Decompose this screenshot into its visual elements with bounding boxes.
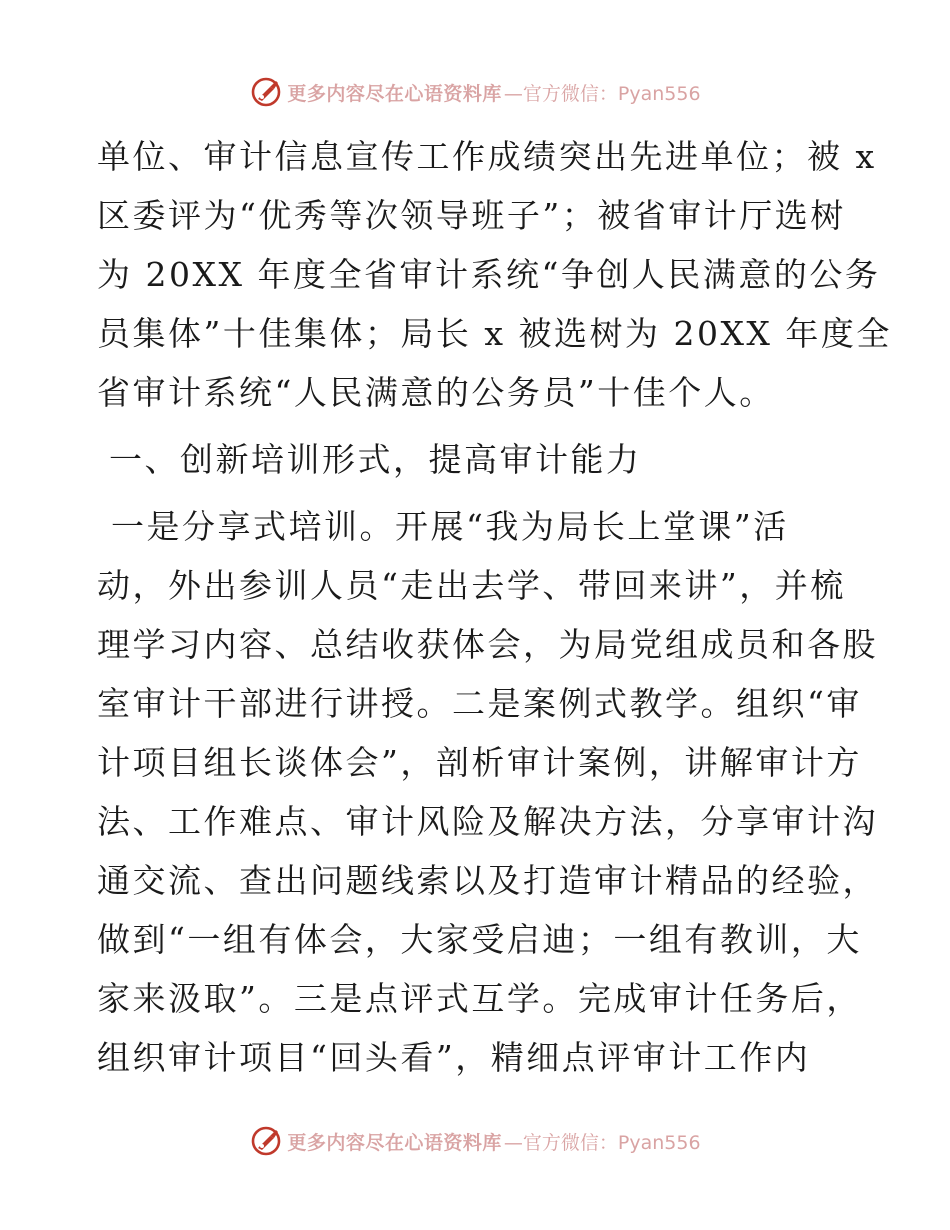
banner-contact: —官方微信：Pyan556 [503,1131,701,1154]
paragraph-line: 室审计干部进行讲授。二是案例式教学。组织“审 [97,684,862,723]
paragraph-line: 为 20XX 年度全省审计系统“争创人民满意的公务 [97,255,881,294]
banner-slogan: 更多内容尽在心语资料库 [287,82,502,105]
section-heading: 一、创新培训形式，提高审计能力 [109,440,642,479]
paragraph-line: 理学习内容、总结收获体会，为局党组成员和各股 [97,625,878,664]
pen-logo-icon [249,75,283,109]
paragraph-line: 一是分享式培训。开展“我为局长上堂课”活 [111,507,789,546]
paragraph-line: 法、工作难点、审计风险及解决方法，分享审计沟 [97,802,878,841]
banner-contact: —官方微信：Pyan556 [503,82,701,105]
header-banner [0,72,950,112]
footer-banner [0,1121,950,1161]
pen-logo-icon [249,1124,283,1158]
paragraph-line: 省审计系统“人民满意的公务员”十佳个人。 [97,373,775,412]
paragraph-line: 计项目组长谈体会”，剖析审计案例，讲解审计方 [97,743,862,782]
paragraph-line: 组织审计项目“回头看”，精细点评审计工作内 [97,1038,811,1077]
document-body [97,127,892,1087]
paragraph-line: 员集体”十佳集体；局长 x 被选树为 20XX 年度全 [97,314,892,353]
paragraph-line: 做到“一组有体会，大家受启迪；一组有教训，大 [97,920,862,959]
paragraph-line: 区委评为“优秀等次领导班子”；被省审计厅选树 [97,196,846,235]
paragraph-line: 单位、审计信息宣传工作成绩突出先进单位；被 x [97,137,877,176]
paragraph-line: 家来汲取”。三是点评式互学。完成审计任务后， [97,979,862,1018]
paragraph-line: 动，外出参训人员“走出去学、带回来讲”，并梳 [97,566,846,605]
banner-slogan: 更多内容尽在心语资料库 [287,1131,502,1154]
paragraph-line: 通交流、查出问题线索以及打造审计精品的经验， [97,861,878,900]
